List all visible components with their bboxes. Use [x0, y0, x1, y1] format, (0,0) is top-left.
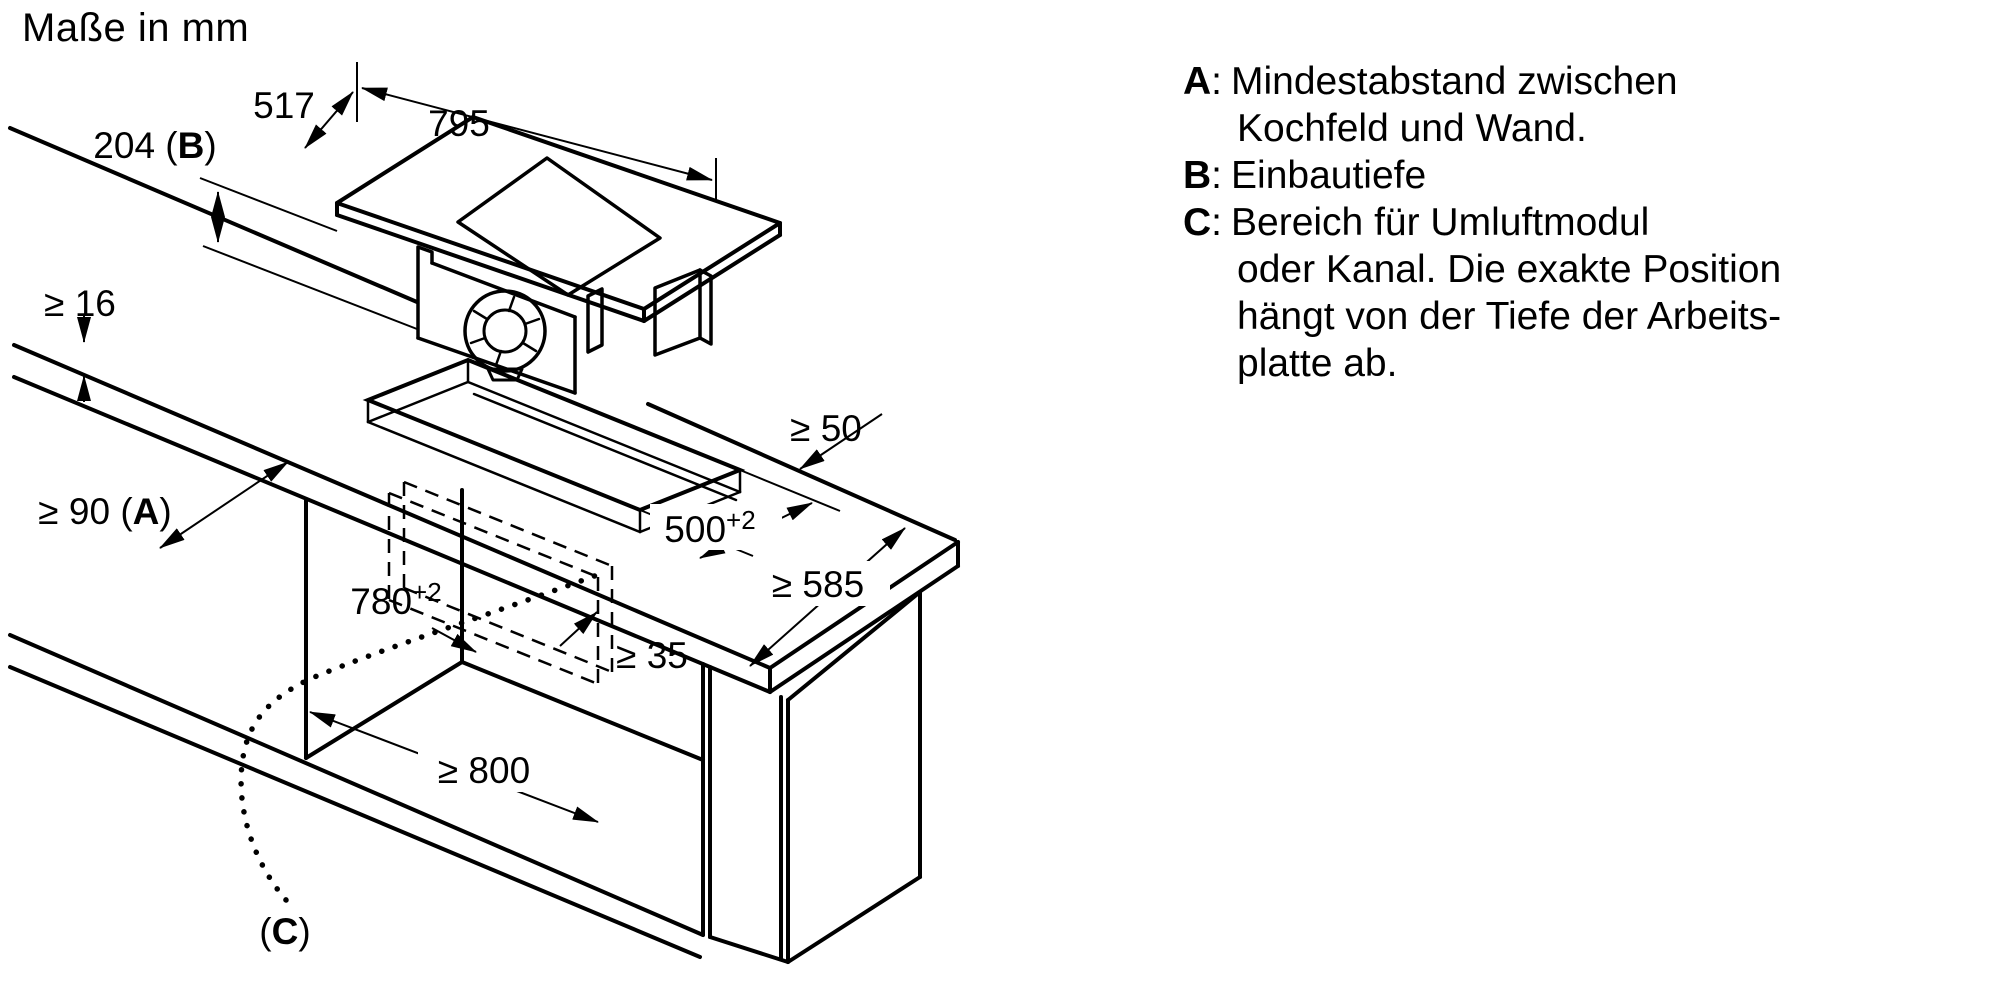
blower-fan-blades — [471, 297, 539, 365]
dim-label-50: ≥ 50 — [790, 408, 862, 449]
dim-label-800: ≥ 800 — [437, 750, 531, 791]
dim-label-780: $780^{+2}$ — [350, 577, 442, 622]
legend — [1183, 58, 1781, 387]
cabinet-base-bottom-line — [10, 667, 700, 957]
cooktop-slab-front-edge — [337, 215, 644, 321]
right-cabinet-side-top-edge — [788, 592, 920, 700]
cutout-opening — [368, 360, 740, 510]
dim-204-extension-top — [200, 178, 337, 231]
dim-label-16: ≥ 16 — [44, 283, 116, 324]
cooktop-unit — [337, 117, 780, 393]
cooktop-vent-grille — [458, 158, 660, 295]
legend-item-a-line-2: Kochfeld und Wand. — [1237, 107, 1587, 150]
blower-body — [465, 291, 545, 371]
mounting-brackets — [588, 270, 711, 355]
dim-label-204-b: 204 (B) — [93, 125, 217, 166]
right-cabinet-side-bottom-edge — [788, 877, 920, 962]
legend-item-c-line-2: oder Kanal. Die exakte Position — [1237, 248, 1782, 291]
right-cabinet-front-bottom-edge — [710, 937, 788, 962]
cutout-back-ledge — [474, 394, 736, 500]
legend-item-b-line-1: B: Einbautiefe — [1183, 154, 1427, 197]
cooktop-top-surface — [337, 117, 780, 309]
legend-item-a-line-1: A: Mindestabstand zwischen — [1183, 60, 1678, 103]
duct-dashed-top-2 — [389, 493, 598, 577]
dim-label-90-a: ≥ 90 (A) — [38, 491, 172, 532]
dim-label-500: $500^{+2}$ — [664, 505, 756, 550]
legend-item-c-line-1: C: Bereich für Umluftmodul — [1183, 201, 1650, 244]
c-region-dotted-leader — [241, 574, 600, 900]
dim-label-585: ≥ 585 — [771, 564, 865, 605]
dim-90-arrow — [160, 462, 288, 548]
dimension-labels — [38, 85, 864, 952]
cutout-inner-back-edge — [468, 382, 740, 492]
dim-35-leader — [560, 612, 597, 646]
dim-780-leader — [432, 628, 476, 652]
cutout-inner-left-edge — [368, 382, 468, 422]
bracket-right-front — [655, 270, 700, 355]
base-cabinet — [10, 490, 920, 962]
bracket-mid — [588, 289, 602, 352]
blower-inlet — [484, 310, 526, 352]
legend-item-c-line-4: platte ab. — [1237, 342, 1398, 385]
page-title: Maße in mm — [22, 6, 250, 50]
dim-label-35: ≥ 35 — [616, 635, 688, 676]
dim-label-517: 517 — [253, 85, 315, 126]
compartment-floor-left-edge — [306, 662, 462, 758]
dim-label-c: (C) — [259, 911, 311, 952]
duct-dashed-bottom-1 — [389, 600, 598, 684]
plenum-left-edge — [418, 247, 432, 338]
legend-item-c-line-3: hängt von der Tiefe der Arbeits- — [1237, 295, 1782, 338]
dim-label-795: 795 — [428, 103, 490, 144]
